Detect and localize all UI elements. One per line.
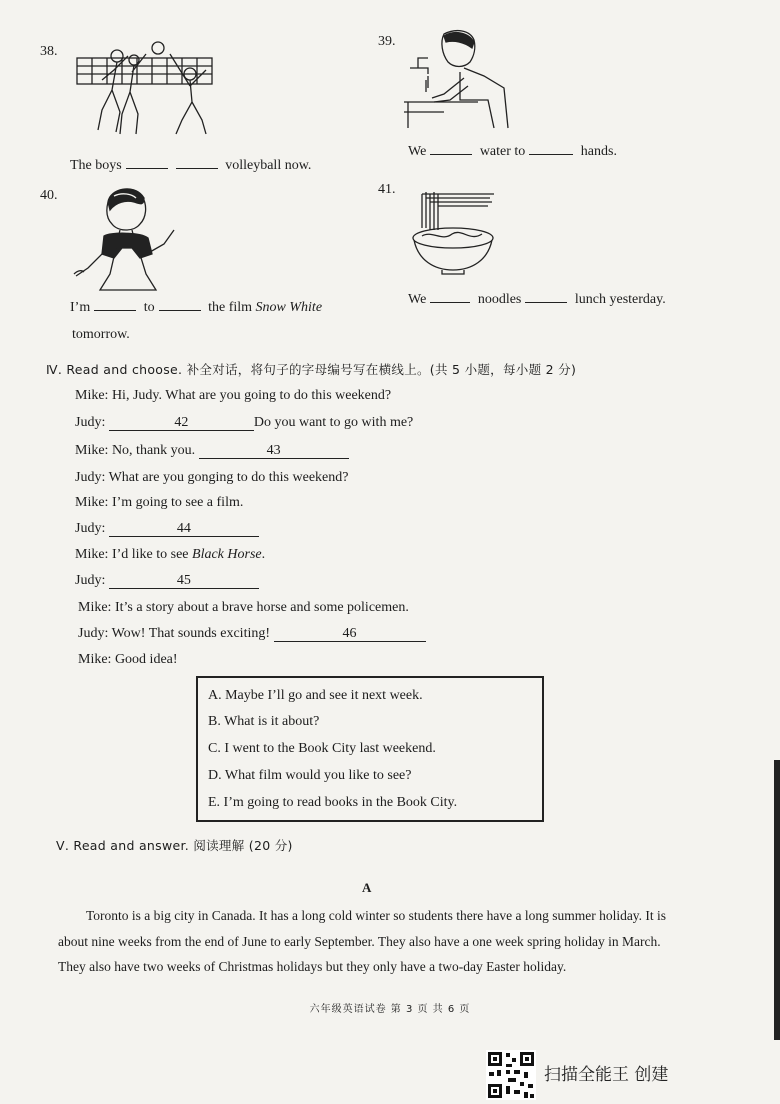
qr-code-icon (486, 1050, 536, 1100)
q38-blank-1[interactable] (126, 156, 168, 169)
q41-text-3: lunch yesterday. (574, 292, 666, 307)
section-5-title: Ⅴ. Read and answer. 阅读理解 (20 分) (56, 838, 293, 853)
q41-text-1: We (408, 292, 427, 307)
question-40-sentence (70, 298, 322, 316)
q40-blank-2[interactable] (159, 298, 201, 311)
passage-line-1: Toronto is a big city in Canada. It has a long cold winter so students there have a long summer holiday. It is (86, 908, 667, 923)
q38-text-1: The boys (70, 158, 122, 173)
film-title-black-horse: Black Horse (192, 547, 262, 562)
q40-film-title: Snow White (255, 300, 323, 315)
passage-line-2: about nine weeks from the end of June to early September. They also have a one week spring holiday in March. (58, 934, 661, 949)
passage-line-3: They also have two weeks of Christmas holidays but they only have a two-day Easter holiday. (58, 959, 567, 974)
washing-hands-picture (404, 28, 516, 132)
q39-text-1: We (408, 144, 427, 159)
option-c: C. I went to the Book City last weekend. (208, 741, 436, 756)
dialogue-speaker: Mike: I’d like to see (75, 547, 189, 562)
question-number-41: 41. (378, 182, 396, 197)
answer-blank-43[interactable]: 43 (199, 444, 349, 459)
q41-text-2: noodles (477, 292, 522, 307)
question-number-39: 39. (378, 34, 396, 49)
option-a: A. Maybe I’ll go and see it next week. (208, 688, 423, 703)
dialogue-speaker: Judy: (75, 521, 106, 536)
dialogue-text: Do you want to go with me? (253, 415, 414, 430)
scanner-watermark: 扫描全能王 创建 (544, 1065, 669, 1085)
question-number-40: 40. (40, 188, 58, 203)
page-footer: 六年级英语试卷 第 3 页 共 6 页 (309, 1004, 471, 1015)
noodles-bowl-picture (408, 188, 498, 276)
q40-text-1: I’m (70, 300, 91, 315)
dialogue-line-6 (75, 521, 259, 537)
question-number-38: 38. (40, 44, 58, 59)
question-38-sentence (70, 156, 311, 174)
dialogue-line-11: Mike: Good idea! (78, 652, 178, 667)
option-d: D. What film would you like to see? (208, 768, 412, 783)
q39-text-3: hands. (580, 144, 617, 159)
dialogue-line-9: Mike: It’s a story about a brave horse and some policemen. (78, 600, 409, 615)
answer-blank-46[interactable]: 46 (274, 627, 426, 642)
option-e: E. I’m going to read books in the Book City. (208, 795, 458, 810)
q40-text-3: the film (208, 300, 253, 315)
answer-blank-45[interactable]: 45 (109, 574, 259, 589)
question-41-sentence (408, 290, 666, 308)
scan-edge-shadow (774, 760, 780, 1040)
passage-heading: A (362, 880, 372, 895)
dialogue-speaker: Judy: Wow! That sounds exciting! (78, 626, 271, 641)
dialogue-line-1: Mike: Hi, Judy. What are you going to do this weekend? (75, 388, 392, 403)
dialogue-speaker: Judy: (75, 573, 106, 588)
q40-blank-1[interactable] (94, 298, 136, 311)
options-box (196, 676, 544, 822)
q39-blank-1[interactable] (430, 142, 472, 155)
dialogue-line-5: Mike: I’m going to see a film. (75, 495, 244, 510)
dialogue-speaker: Judy: (75, 415, 106, 430)
section-4-title: Ⅳ. Read and choose. 补全对话，将句子的字母编号写在横线上。(共 5 小题，每小题 2 分) (46, 362, 577, 377)
dialogue-speaker: Mike: No, thank you. (75, 443, 196, 458)
answer-blank-44[interactable]: 44 (109, 522, 259, 537)
q39-text-2: water to (479, 144, 526, 159)
q39-blank-2[interactable] (529, 142, 573, 155)
q40-text-2: to (143, 300, 155, 315)
dialogue-line-3 (75, 443, 349, 459)
q38-blank-2[interactable] (176, 156, 218, 169)
dialogue-line-7 (75, 547, 265, 563)
dialogue-text: . (261, 547, 266, 562)
dialogue-line-4: Judy: What are you gonging to do this weekend? (75, 470, 349, 485)
q40-text-4: tomorrow. (72, 327, 130, 342)
dialogue-line-10 (78, 626, 426, 642)
dialogue-line-2 (75, 415, 413, 431)
volleyball-picture (72, 40, 222, 140)
answer-blank-42[interactable]: 42 (109, 416, 254, 431)
question-39-sentence (408, 142, 617, 160)
dialogue-line-8 (75, 573, 259, 589)
q41-blank-1[interactable] (430, 290, 470, 303)
q38-text-2: volleyball now. (225, 158, 312, 173)
option-b: B. What is it about? (208, 714, 320, 729)
q41-blank-2[interactable] (525, 290, 567, 303)
snow-white-picture (70, 184, 180, 292)
